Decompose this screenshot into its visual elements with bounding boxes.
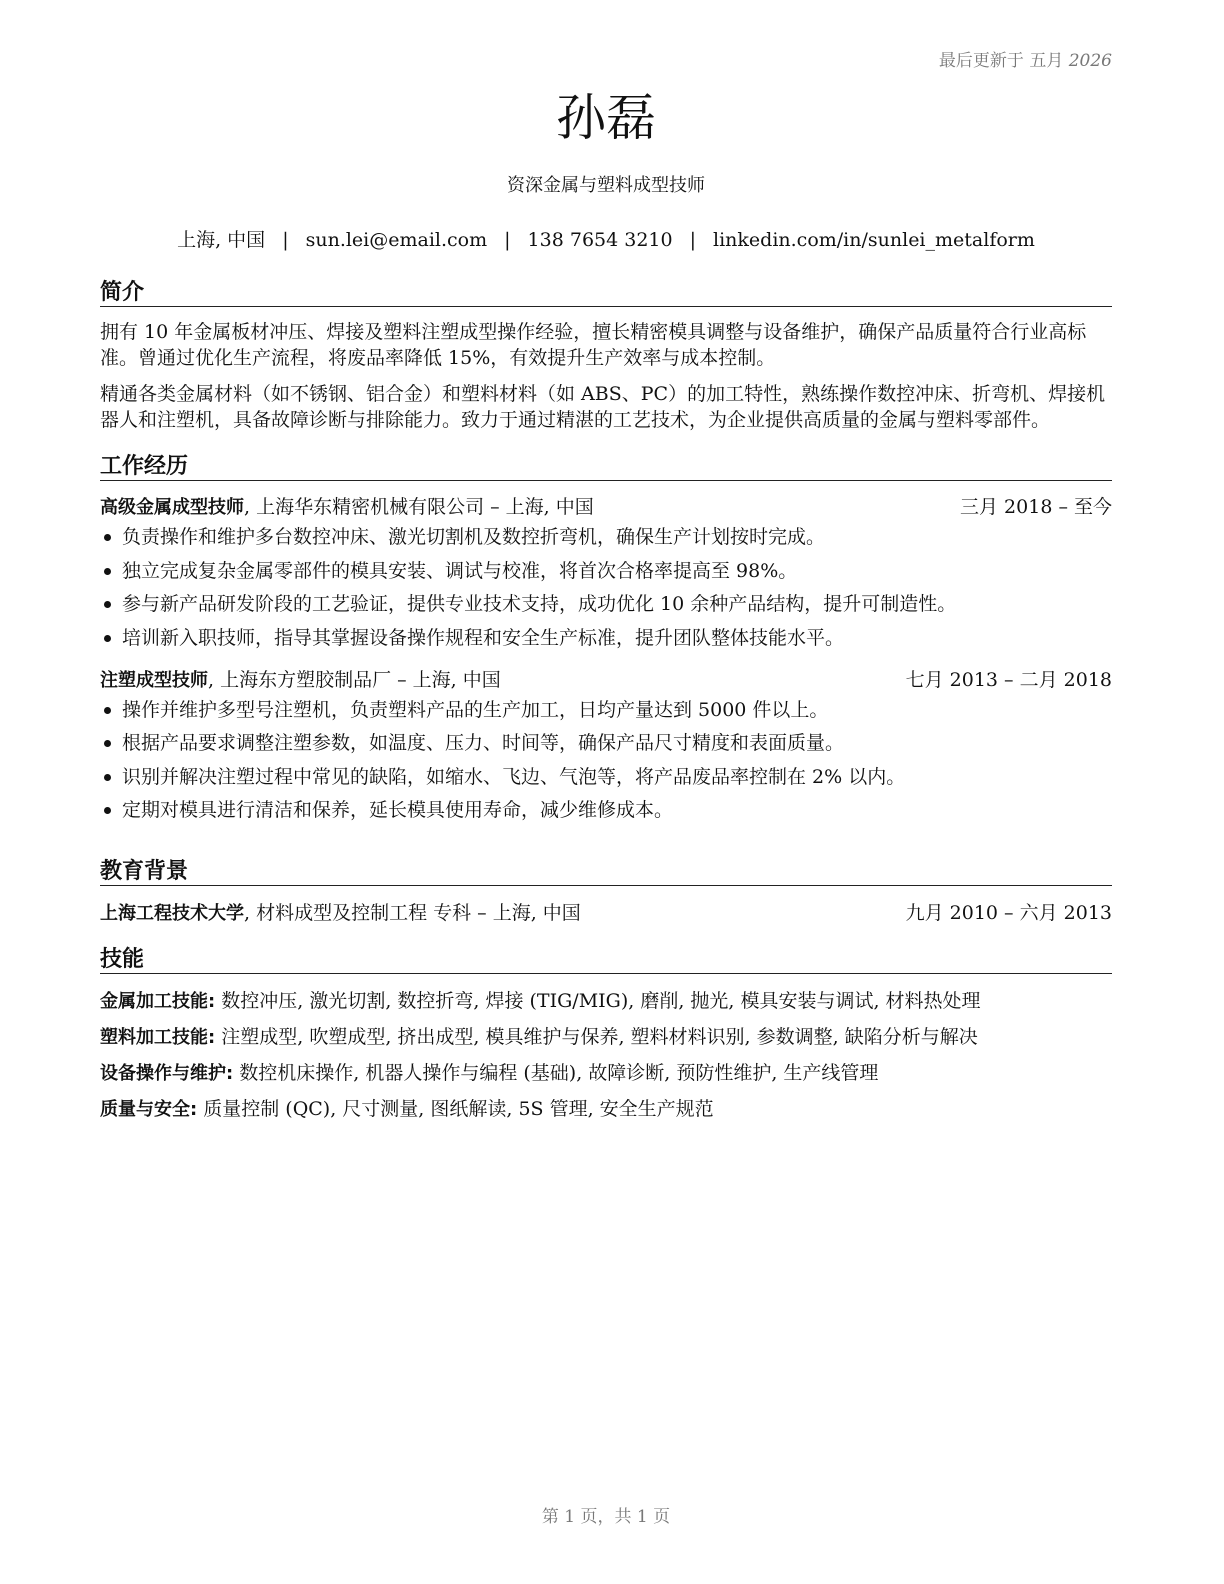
contact-separator: | (689, 229, 697, 251)
job-role: 高级金属成型技师 (100, 497, 244, 518)
bullet-dot-icon (104, 707, 111, 714)
bullet-item (100, 697, 1112, 723)
job-role: 注塑成型技师 (100, 669, 208, 691)
job-role-company (100, 667, 501, 694)
skill-label: 质量与安全: (100, 1099, 198, 1120)
skill-value: 注塑成型, 吹塑成型, 挤出成型, 模具维护与保养, 塑料材料识别, 参数调整, 缺陷分析与解决 (215, 1026, 978, 1048)
education-detail: , 材料成型及控制工程 专科 – 上海, 中国 (244, 902, 581, 924)
candidate-title: 资深金属与塑料成型技师 (507, 175, 705, 196)
contact-separator: | (504, 229, 511, 251)
bullet-dot-icon (104, 635, 111, 642)
summary-section (100, 278, 1112, 433)
bullet-text: 识别并解决注塑过程中常见的缺陷，如缩水、飞边、气泡等，将产品废品率控制在 2% 以内。 (122, 765, 906, 788)
bullet-item (100, 524, 1112, 550)
job-company: , 上海东方塑胶制品厂 – 上海, 中国 (208, 668, 501, 691)
bullet-item (100, 558, 1112, 584)
bullet-item (100, 591, 1112, 617)
bullet-item (100, 797, 1112, 823)
bullet-text: 操作并维护多型号注塑机，负责塑料产品的生产加工，日均产量达到 5000 件以上。 (122, 698, 829, 721)
skill-line (100, 988, 1112, 1015)
section-heading-summary: 简介 (100, 278, 1112, 307)
bullet-dot-icon (104, 568, 111, 575)
bullet-item (100, 625, 1112, 651)
contact-phone: 138 7654 3210 (527, 229, 673, 251)
education-school-detail (100, 900, 581, 927)
bullet-text: 根据产品要求调整注塑参数，如温度、压力、时间等，确保产品尺寸精度和表面质量。 (122, 732, 845, 754)
skill-value: 质量控制 (QC), 尺寸测量, 图纸解读, 5S 管理, 安全生产规范 (197, 1098, 714, 1120)
education-school: 上海工程技术大学 (100, 903, 244, 924)
skill-label: 设备操作与维护: (100, 1063, 234, 1084)
job-role-company (100, 494, 594, 521)
skill-label: 金属加工技能: (100, 991, 216, 1012)
contact-linkedin[interactable]: linkedin.com/in/sunlei_metalform (713, 229, 1035, 251)
bullet-dot-icon (104, 774, 111, 781)
skill-line (100, 1024, 1112, 1051)
job-entry (100, 494, 1112, 651)
job-entry (100, 667, 1112, 824)
job-company: , 上海华东精密机械有限公司 – 上海, 中国 (244, 496, 594, 518)
bullet-text: 定期对模具进行清洁和保养，延长模具使用寿命，减少维修成本。 (122, 799, 674, 821)
bullet-item (100, 730, 1112, 756)
section-heading-experience: 工作经历 (100, 452, 1112, 481)
bullet-item (100, 764, 1112, 790)
resume-page (100, 0, 1112, 1584)
section-heading-education: 教育背景 (100, 857, 1112, 886)
skill-line (100, 1096, 1112, 1123)
skill-label: 塑料加工技能: (100, 1027, 216, 1048)
job-header (100, 494, 1112, 521)
education-entry (100, 900, 1112, 927)
last-updated (939, 46, 1112, 71)
bullet-text: 负责操作和维护多台数控冲床、激光切割机及数控折弯机，确保生产计划按时完成。 (122, 526, 826, 548)
job-bullets (100, 524, 1112, 651)
bullet-dot-icon (104, 807, 111, 814)
bullet-text: 参与新产品研发阶段的工艺验证，提供专业技术支持，成功优化 10 余种产品结构，提升可制造性。 (122, 593, 957, 615)
bullet-dot-icon (104, 740, 111, 747)
last-updated-year: 2026 (1068, 51, 1112, 71)
contact-separator: | (282, 229, 289, 251)
experience-section (100, 452, 1112, 831)
summary-paragraph: 精通各类金属材料（如不锈钢、铝合金）和塑料材料（如 ABS、PC）的加工特性，熟练操作数控冲床、折弯机、焊接机器人和注塑机，具备故障诊断与排除能力。致力于通过精湛的工艺技术，为企业提供高质量的金属与塑料零部件。 (100, 383, 1106, 431)
skills-section (100, 945, 1112, 1132)
job-bullets (100, 697, 1112, 824)
bullet-dot-icon (104, 601, 111, 608)
bullet-text: 独立完成复杂金属零部件的模具安装、调试与校准，将首次合格率提高至 98%。 (122, 559, 798, 582)
skill-value: 数控冲压, 激光切割, 数控折弯, 焊接 (TIG/MIG), 磨削, 抛光, 模具安装与调试, 材料热处理 (215, 990, 981, 1012)
skill-value: 数控机床操作, 机器人操作与编程 (基础), 故障诊断, 预防性维护, 生产线管理 (233, 1062, 879, 1084)
last-updated-prefix: 最后更新于 五月 (938, 51, 1064, 71)
summary-paragraph: 拥有 10 年金属板材冲压、焊接及塑料注塑成型操作经验，擅长精密模具调整与设备维护，确保产品质量符合行业高标准。曾通过优化生产流程，将废品率降低 15%，有效提升生产效率与成本控制。 (100, 321, 1087, 369)
education-section (100, 857, 1112, 927)
contact-location: 上海, 中国 (177, 229, 266, 251)
bullet-dot-icon (104, 534, 111, 541)
skill-line (100, 1060, 1112, 1087)
job-header (100, 667, 1112, 694)
education-dates: 九月 2010 – 六月 2013 (905, 902, 1112, 924)
skills-list (100, 988, 1112, 1123)
candidate-name: 孙磊 (556, 89, 656, 147)
contact-email[interactable]: sun.lei@email.com (305, 229, 488, 251)
contact-line (100, 225, 1112, 252)
job-dates: 七月 2013 – 二月 2018 (905, 668, 1112, 691)
section-heading-skills: 技能 (100, 945, 1112, 974)
bullet-text: 培训新入职技师，指导其掌握设备操作规程和安全生产标准，提升团队整体技能水平。 (122, 626, 845, 649)
job-dates: 三月 2018 – 至今 (960, 496, 1112, 518)
page-number: 第 1 页，共 1 页 (541, 1507, 671, 1527)
